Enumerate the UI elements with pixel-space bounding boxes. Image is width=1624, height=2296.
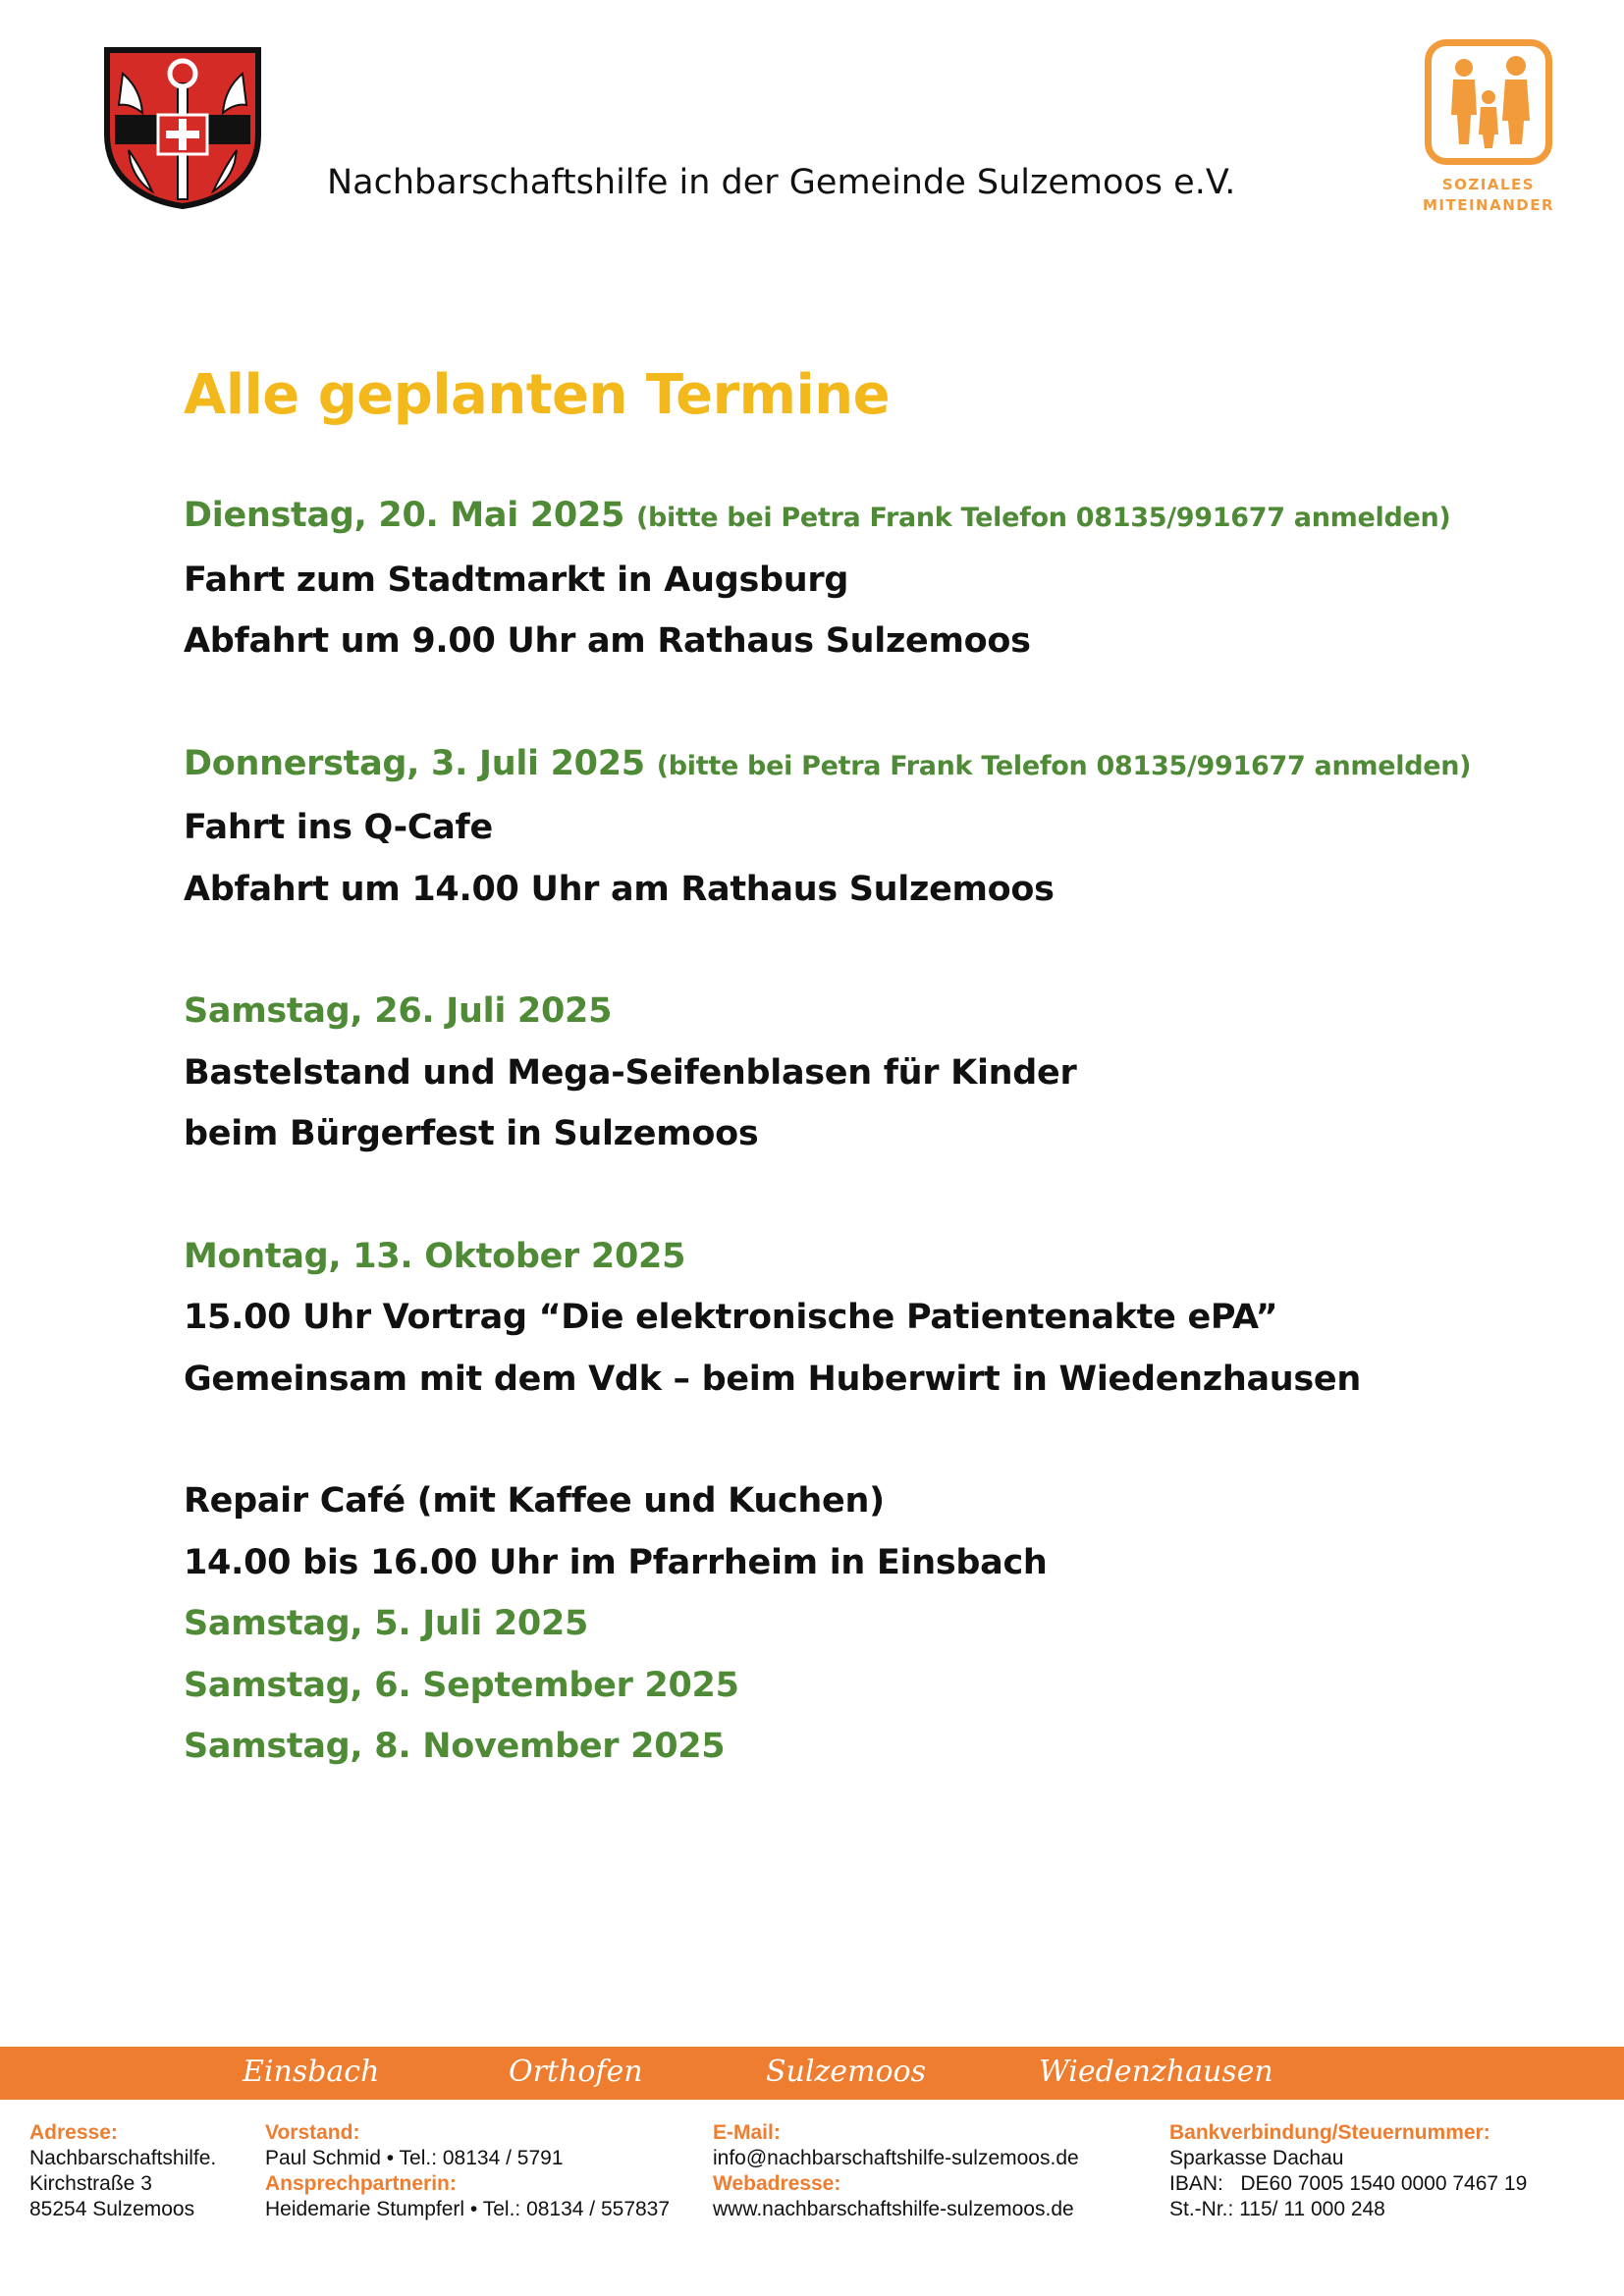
contact-person-heading: Ansprechpartnerin: bbox=[265, 2172, 457, 2195]
event-date: Donnerstag, 3. Juli 2025 bbox=[184, 743, 645, 783]
address-heading: Adresse: bbox=[29, 2121, 118, 2144]
board-member: Paul Schmid • Tel.: 08134 / 5791 bbox=[265, 2147, 564, 2169]
footer-contact bbox=[713, 2120, 1079, 2222]
footer-address bbox=[29, 2120, 216, 2222]
event-details: Abfahrt um 9.00 Uhr am Rathaus Sulzemoos bbox=[184, 621, 1031, 661]
event-title: Fahrt zum Stadtmarkt in Augsburg bbox=[184, 560, 849, 600]
event-registration-note: (bitte bei Petra Frank Telefon 08135/991677 anmelden) bbox=[656, 750, 1472, 781]
event-date: Dienstag, 20. Mai 2025 bbox=[184, 496, 625, 535]
bank-line: IBAN: DE60 7005 1540 0000 7467 19 bbox=[1169, 2172, 1528, 2195]
event-registration-note: (bitte bei Petra Frank Telefon 08135/991677 anmelden) bbox=[635, 503, 1451, 533]
bank-heading: Bankverbindung/Steuernummer: bbox=[1169, 2121, 1490, 2144]
event-item bbox=[184, 733, 1472, 921]
place-sulzemoos: Sulzemoos bbox=[766, 2055, 926, 2089]
repair-cafe-title: Repair Café (mit Kaffee und Kuchen) bbox=[184, 1481, 885, 1521]
place-orthofen: Orthofen bbox=[509, 2055, 643, 2089]
event-item bbox=[184, 485, 1460, 672]
web-heading: Webadresse: bbox=[713, 2172, 841, 2195]
event-title: Fahrt ins Q-Cafe bbox=[184, 808, 493, 847]
bank-line: Sparkasse Dachau bbox=[1169, 2147, 1344, 2169]
event-item bbox=[184, 981, 1460, 1165]
email-address: info@nachbarschaftshilfe-sulzemoos.de bbox=[713, 2147, 1079, 2169]
board-heading: Vorstand: bbox=[265, 2121, 360, 2144]
event-date-line bbox=[184, 733, 1472, 798]
family-icon bbox=[1425, 39, 1552, 165]
event-details: Gemeinsam mit dem Vdk – beim Huberwirt in Wiedenzhausen bbox=[184, 1359, 1361, 1399]
repair-cafe-date: Samstag, 8. November 2025 bbox=[184, 1727, 726, 1766]
footer-board bbox=[265, 2120, 670, 2222]
logo-caption-line1: SOZIALES bbox=[1441, 176, 1536, 193]
coat-of-arms-icon bbox=[101, 44, 264, 209]
event-details: beim Bürgerfest in Sulzemoos bbox=[184, 1114, 759, 1153]
logo-caption bbox=[1414, 175, 1563, 216]
repair-cafe-time: 14.00 bis 16.00 Uhr im Pfarrheim in Einsbach bbox=[184, 1542, 1048, 1582]
event-list bbox=[184, 485, 1472, 1839]
event-title: 15.00 Uhr Vortrag “Die elektronische Patientenakte ePA” bbox=[184, 1298, 1278, 1337]
footer-bank bbox=[1169, 2120, 1527, 2222]
repair-cafe-date: Samstag, 6. September 2025 bbox=[184, 1665, 739, 1705]
contact-person: Heidemarie Stumpferl • Tel.: 08134 / 557837 bbox=[265, 2198, 671, 2220]
event-item bbox=[184, 1226, 1460, 1411]
repair-cafe-date: Samstag, 5. Juli 2025 bbox=[184, 1604, 589, 1643]
event-details: Abfahrt um 14.00 Uhr am Rathaus Sulzemoos bbox=[184, 869, 1055, 909]
page-title: Alle geplanten Termine bbox=[184, 363, 891, 427]
web-address: www.nachbarschaftshilfe-sulzemoos.de bbox=[713, 2198, 1074, 2220]
organization-title: Nachbarschaftshilfe in der Gemeinde Sulzemoos e.V. bbox=[327, 163, 1236, 202]
place-einsbach: Einsbach bbox=[243, 2055, 380, 2089]
place-wiedenzhausen: Wiedenzhausen bbox=[1039, 2055, 1273, 2089]
event-title: Bastelstand und Mega-Seifenblasen für Kinder bbox=[184, 1052, 1077, 1093]
address-line: Kirchstraße 3 bbox=[29, 2172, 152, 2195]
bank-line: St.-Nr.: 115/ 11 000 248 bbox=[1169, 2198, 1385, 2220]
event-date: Samstag, 26. Juli 2025 bbox=[184, 991, 613, 1031]
event-date-line bbox=[184, 485, 1460, 550]
logo-caption-line2: MITEINANDER bbox=[1422, 196, 1555, 214]
repair-cafe-section bbox=[184, 1470, 1460, 1778]
address-line: Nachbarschaftshilfe. bbox=[29, 2147, 217, 2169]
event-date: Montag, 13. Oktober 2025 bbox=[184, 1236, 686, 1276]
address-line: 85254 Sulzemoos bbox=[29, 2198, 195, 2220]
email-heading: E-Mail: bbox=[713, 2121, 781, 2144]
